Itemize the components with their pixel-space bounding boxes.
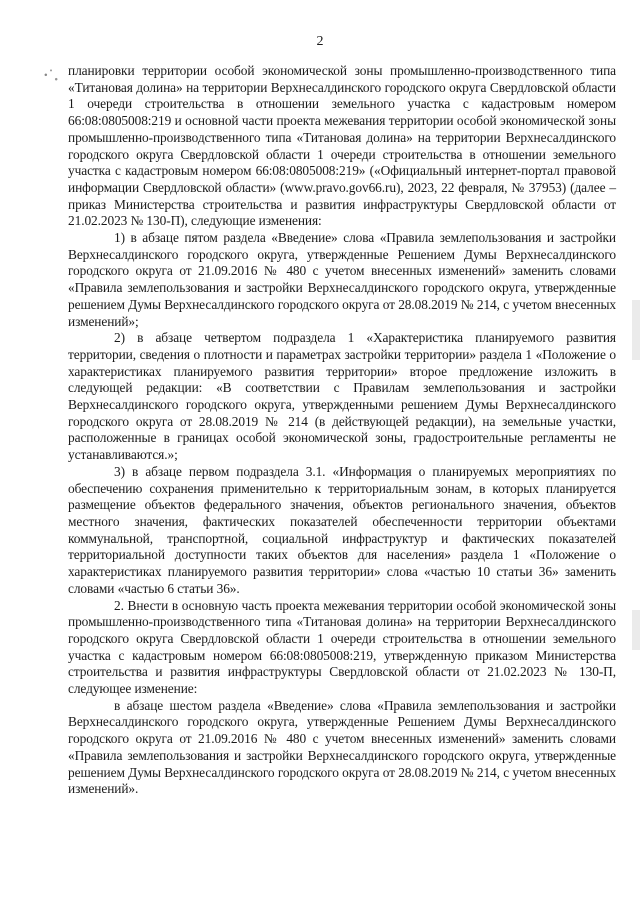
scan-artifact	[38, 66, 64, 88]
paragraph-item-3: 3) в абзаце первом подраздела 3.1. «Информация о планируемых мероприятиях по обеспечению сохранения применительно к территориальным зонам, в которых планируется размещение объектов федерального значения, объектов регионального значения, объектов местного значения, фактических показателей обеспеченности территории объектами коммунальной, транспортной, социальной инфраструктур и фактических показателей территориальной доступности таких объектов для населения» раздела 1 «Положение о характеристиках планируемого развития территории» слова «частью 10 статьи 36» заменить словами «частью 6 статьи 36».	[68, 463, 616, 596]
scan-edge-shadow	[632, 610, 640, 650]
paragraph-section-2: 2. Внести в основную часть проекта межевания территории особой экономической зоны промышленно-производственного типа «Титановая долина» на территории Верхнесалдинского городского округа Свердловской области 1 очереди строительства в отношении земельного участка с кадастровым номером 66:08:0805008:219, утвержденную приказом Министерства строительства и развития инфраструктуры Свердловской области от 21.02.2023 № 130-П, следующее изменение:	[68, 597, 616, 697]
paragraph-item-2: 2) в абзаце четвертом подраздела 1 «Характеристика планируемого развития территории, сведения о плотности и параметрах застройки территории» раздела 1 «Положение о характеристиках планируемого развития территории» второе предложение изложить в следующей редакции: «В соответствии с Правилам землепользования и застройки Верхнесалдинского городского округа, утвержденными решением Думы Верхнесалдинского городского округа от 28.08.2019 № 214 (в действующей редакции), на земельные участки, расположенные в границах особой экономической зоны, градостроительные регламенты не устанавливаются.»;	[68, 330, 616, 463]
paragraph-item-1: 1) в абзаце пятом раздела «Введение» слова «Правила землепользования и застройки Верхнесалдинского городского округа, утвержденные Решением Думы Верхнесалдинского городского округа от 21.09.2016 № 480 с учетом внесенных изменений» заменить словами «Правила землепользования и застройки Верхнесалдинского городского округа, утвержденные решением Думы Верхнесалдинского городского округа от 28.08.2019 № 214, с учетом внесенных изменений»;	[68, 230, 616, 329]
paragraph-intro: планировки территории особой экономической зоны промышленно-производственного типа «Титановая долина» на территории Верхнесалдинского городского округа Свердловской области 1 очереди строительства в отношении земельного участка с кадастровым номером 66:08:0805008:219 и основной части проекта межевания территории особой экономической зоны промышленно-производственного типа «Титановая долина» на территории Верхнесалдинского городского округа Свердловской области 1 очереди строительства в отношении земельного участка с кадастровым номером 66:08:0805008:219» («Официальный интернет-портал правовой информации Свердловской области» (www.pravo.gov66.ru), 2023, 22 февраля, № 37953) (далее – приказ Министерства строительства и развития инфраструктуры Свердловской области от 21.02.2023 № 130-П), следующие изменения:	[68, 63, 616, 229]
scan-edge-shadow	[632, 300, 640, 360]
page-number: 2	[316, 34, 324, 49]
document-body	[68, 63, 616, 798]
paragraph-section-2-change: в абзаце шестом раздела «Введение» слова «Правила землепользования и застройки Верхнесалдинского городского округа, утвержденные Решением Думы Верхнесалдинского городского округа от 21.09.2016 № 480 с учетом внесенных изменений» заменить словами «Правила землепользования и застройки Верхнесалдинского городского округа, утвержденные решением Думы Верхнесалдинского городского округа от 28.08.2019 № 214, с учетом внесенных изменений».	[68, 697, 616, 797]
